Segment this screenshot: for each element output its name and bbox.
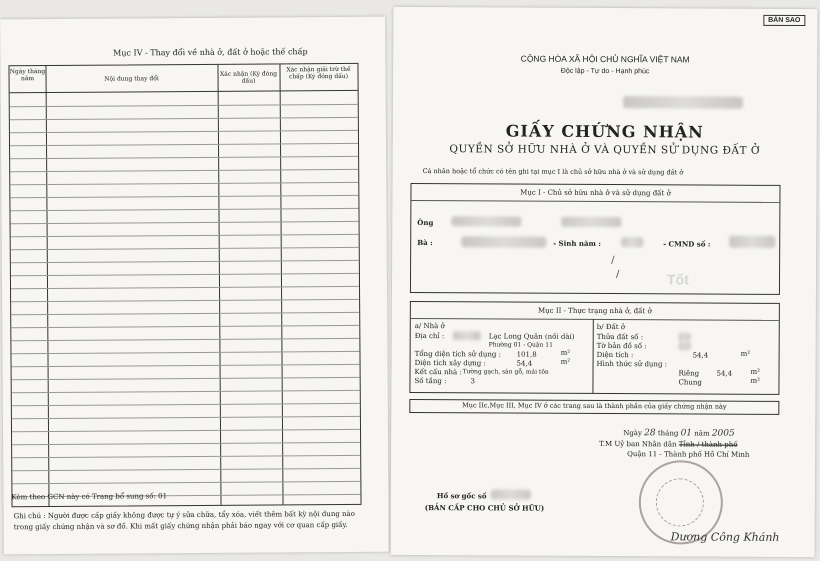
label-map-sheet: Tờ bản đồ số : <box>596 341 647 351</box>
floors-value: 3 <box>470 377 475 386</box>
issuer-line <box>599 440 737 449</box>
divider <box>592 319 593 393</box>
date-label: Ngày <box>623 429 642 438</box>
structure-value: Tường gạch, sàn gỗ, mái tôn <box>462 368 549 376</box>
redacted-birth <box>621 237 643 247</box>
month-label: tháng <box>657 429 679 438</box>
unit: m² <box>560 348 571 357</box>
header-content: Nội dung thay đổi <box>104 75 159 83</box>
unit: m² <box>750 376 760 385</box>
label-ba: Bà : <box>417 238 433 248</box>
table-header-line <box>10 90 358 93</box>
table-row <box>11 351 359 354</box>
table-row <box>11 273 359 276</box>
section-title-muc-i: Mục I - Chủ sở hữu nhà ở và sử dụng đất ở <box>520 188 671 198</box>
table-row <box>12 390 360 393</box>
table-row <box>12 403 360 406</box>
notes: Ghi chú : Người được cấp giấy không được tự ý sửa chữa, tẩy xóa, viết thêm bất kỳ nội dung nào trong giấy chứng nhận và sơ đồ. Khi mất giấy chứng nhận phải báo ngay với cơ quan cấp giấy. <box>13 509 355 532</box>
table-row <box>11 260 359 263</box>
divider <box>411 200 779 203</box>
label-build-area: Diện tích xây dựng : <box>414 359 486 368</box>
redacted-name <box>461 236 546 247</box>
watermark: Tốt <box>666 271 689 288</box>
table-row <box>11 299 359 302</box>
label-parcel: Thửa đất số : <box>596 332 644 342</box>
date-line <box>623 428 735 439</box>
header-date: Ngày tháng năm <box>9 68 46 83</box>
table-row <box>10 104 358 107</box>
table-row <box>11 286 359 289</box>
seal-inner-icon <box>656 478 704 526</box>
label-floors: Số tầng : <box>414 377 447 386</box>
section-muc-ii <box>409 301 779 395</box>
redacted-house-number <box>453 331 481 340</box>
label-structure: Kết cấu nhà : <box>414 368 462 377</box>
table-row <box>12 481 360 484</box>
table-row <box>10 169 358 172</box>
issuer-struck: Tỉnh / thành phố <box>678 440 738 449</box>
certificate-subtitle: QUYỀN SỞ HỮU NHÀ Ở VÀ QUYỀN SỬ DỤNG ĐẤT Ở <box>449 143 761 157</box>
right-page <box>391 7 818 557</box>
table-row <box>12 364 360 367</box>
note-bar-text: Mục IIc,Mục III, Mục IV ở các trang sau là thành phần của giấy chứng nhận này <box>462 401 727 411</box>
nation-header: CỘNG HÒA XÃ HỘI CHỦ NGHĨA VIỆT NAM <box>520 53 690 65</box>
land-area-value: 54,4 <box>692 351 709 360</box>
table-row <box>12 442 360 445</box>
label-usage: Hình thức sử dụng : <box>596 359 668 369</box>
table-row <box>11 338 359 341</box>
table-row <box>12 468 360 471</box>
date-month: 01 <box>680 428 693 439</box>
unit: m² <box>740 349 751 358</box>
change-table <box>8 63 361 507</box>
table-row <box>11 234 359 237</box>
signature: Dương Công Khánh <box>670 530 780 544</box>
label-total-area: Tổng diện tích sử dụng : <box>414 350 501 359</box>
table-row <box>11 221 359 224</box>
table-row <box>10 143 358 146</box>
total-area-value: 101,8 <box>516 350 537 359</box>
header-confirm: Xác nhận (Ký đóng dấu) <box>219 70 278 85</box>
redacted-file-number <box>491 489 531 499</box>
section-title-muc-iv: Mục IV - Thay đổi về nhà ở, đất ở hoặc thế chấp <box>113 47 308 58</box>
label-file-number: Hồ sơ gốc số <box>436 491 487 501</box>
table-row <box>11 325 359 328</box>
section-title-muc-ii: Mục II - Thực trạng nhà ở, đất ở <box>538 306 652 316</box>
table-row <box>10 130 358 133</box>
blank-mark: / <box>611 255 615 267</box>
table-row <box>11 312 359 315</box>
label-shared: Chung <box>678 378 702 387</box>
ward-district: Phường 01 - Quận 11 <box>488 341 553 349</box>
private-value: 54,4 <box>716 369 733 378</box>
left-page <box>0 17 389 555</box>
divider <box>411 318 779 321</box>
table-row <box>12 416 360 419</box>
table-row <box>10 182 358 185</box>
table-row <box>12 377 360 380</box>
table-row <box>12 429 360 432</box>
redacted-info <box>561 217 621 227</box>
label-id: - CMND số : <box>663 239 711 249</box>
table-row <box>10 156 358 159</box>
label-birth-year: - Sinh năm : <box>553 238 601 248</box>
attachment-note: Kèm theo GCN này có Trang bổ sung số: 01 <box>11 492 168 502</box>
date-year: 2005 <box>711 428 735 439</box>
table-row <box>10 208 358 211</box>
blank-mark: / <box>616 269 620 281</box>
intro-text: Cá nhân hoặc tổ chức có tên ghi tại mục I là chủ sở hữu nhà ở và sử dụng đất ở <box>422 167 684 177</box>
date-day: 28 <box>644 428 656 439</box>
owner-copy: (BẢN CẤP CHO CHỦ SỞ HỮU) <box>424 503 545 513</box>
label-land: b/ Đất ở <box>596 322 626 332</box>
redacted-parcel <box>679 332 691 341</box>
district-line: Quận 11 - Thành phố Hồ Chí Minh <box>627 450 750 459</box>
header-release: Xác nhận giải trừ thế chấp (Ký đóng dấu) <box>286 65 351 81</box>
section-muc-i <box>410 183 781 295</box>
table-row <box>10 117 358 120</box>
unit: m² <box>560 357 571 366</box>
note-bar <box>409 399 779 415</box>
issuer: T.M Uỷ ban Nhân dân <box>599 439 677 449</box>
table-row <box>11 247 359 250</box>
copy-stamp: BẢN SAO <box>763 15 805 26</box>
unit: m² <box>750 367 761 376</box>
table-row <box>12 455 360 458</box>
build-area-value: 54,4 <box>516 359 533 368</box>
redacted-name <box>451 216 521 226</box>
label-land-area: Diện tích : <box>596 350 634 360</box>
table-row <box>10 195 358 198</box>
motto: Độc lập - Tự do - Hạnh phúc <box>560 67 650 76</box>
redacted-id <box>729 236 775 248</box>
label-address: Địa chỉ : <box>414 332 445 341</box>
label-house: a/ Nhà ở <box>414 322 445 331</box>
label-ong: Ông <box>417 218 434 228</box>
certificate-title: GIẤY CHỨNG NHẬN <box>505 121 704 142</box>
redacted-number <box>623 96 743 109</box>
redacted-map <box>679 341 691 350</box>
label-private: Riêng <box>678 369 700 378</box>
year-label: năm <box>694 429 710 438</box>
address-value: Lạc Long Quân (nối dài) <box>488 332 575 341</box>
